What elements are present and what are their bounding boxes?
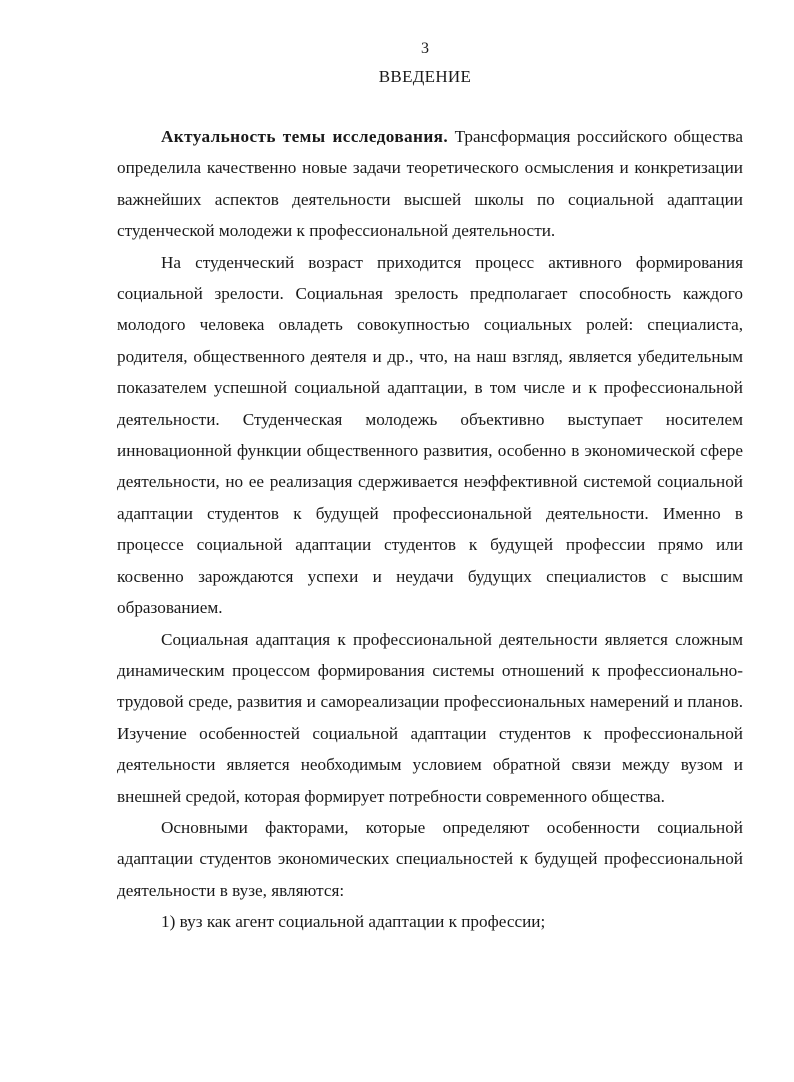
paragraph-main-factors: Основными факторами, которые определяют особенности социальной адаптации студентов экономических специальностей к будущей профессиональной деятельности в вузе, являются: [117, 817, 743, 900]
list-item: 1) вуз как агент социальной адаптации к профессии; [161, 912, 546, 932]
paragraph-social-adaptation: Социальная адаптация к профессиональной деятельности является сложным динамическим процессом формирования системы отношений к профессионально-трудовой среде, развития и самореализации профессиональных намерений и планов. Изучение особенностей социальной адаптации студентов к профессиональной деятельности является необходимым условием обратной связи между вузом и внешней средой, которая формирует потребности современного общества. [117, 629, 743, 806]
paragraph-text: Трансформация российского общества определила качественно новые задачи теоретического осмысления и конкретизации важнейших аспектов деятельности высшей школы по социальной адаптации студенческой молодежи к профессиональной деятельности. [117, 127, 743, 241]
body-text [117, 121, 743, 938]
paragraph-lead: Актуальность темы исследования. [161, 127, 449, 146]
paragraph-student-age: На студенческий возраст приходится процесс активного формирования социальной зрелости. Социальная зрелость предполагает способность каждого молодого человека овладеть совокупностью социальных ролей: специалиста, родителя, общественного деятеля и др., что, на наш взгляд, является убедительным показателем успешной социальной адаптации, в том числе и к профессиональной деятельности. Студенческая молодежь объективно выступает носителем инновационной функции общественного развития, особенно в экономической сфере деятельности, но ее реализация сдерживается неэффективной системой социальной адаптации студентов к будущей профессиональной деятельности. Именно в процессе социальной адаптации студентов к будущей профессии прямо или косвенно зарождаются успехи и неудачи будущих специалистов с высшим образованием. [117, 252, 743, 618]
section-heading: ВВЕДЕНИЕ [378, 67, 472, 86]
paragraph-relevance [117, 121, 743, 247]
page-number: 3 [421, 40, 429, 57]
